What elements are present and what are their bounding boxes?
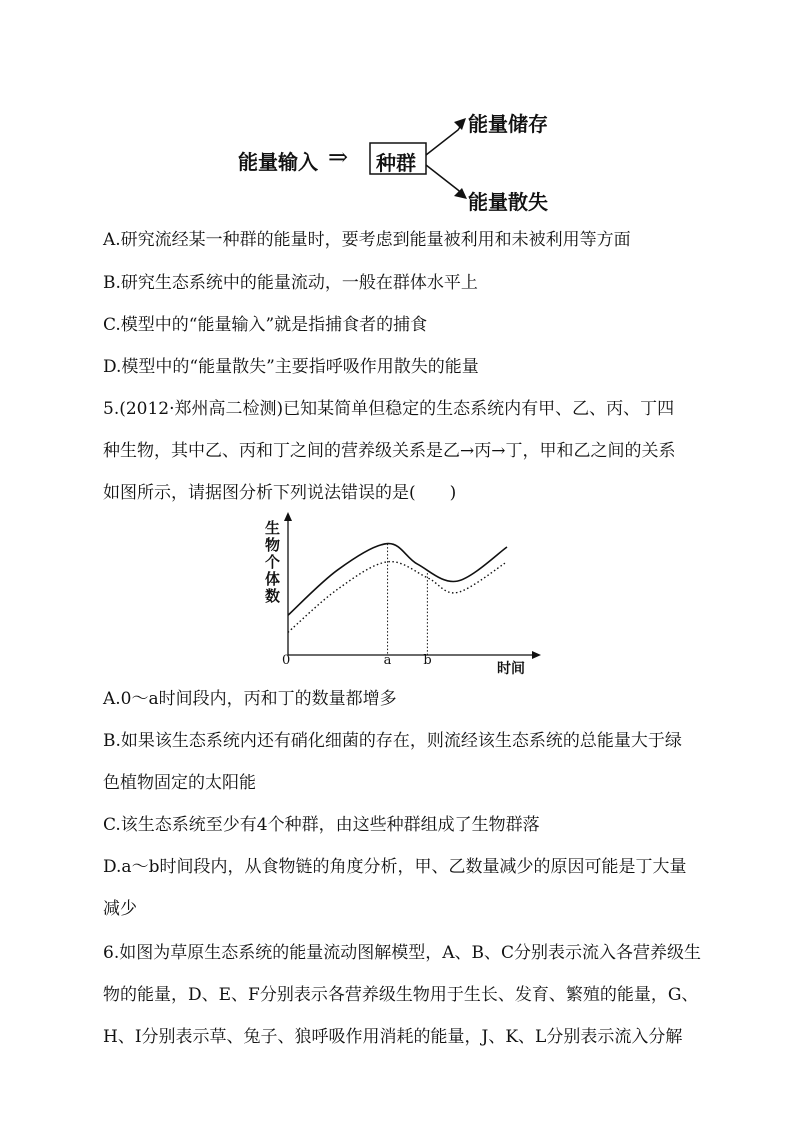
lower-branch-line — [426, 165, 462, 194]
energy-input-label: 能量输入 — [238, 150, 318, 174]
energy-flow-model-diagram — [230, 100, 600, 220]
q5-option-a: A.0～a时间段内，丙和丁的数量都增多 — [103, 689, 397, 709]
q4-option-c: C.模型中的“能量输入”就是指捕食者的捕食 — [103, 315, 428, 335]
lower-arrowhead — [454, 188, 467, 199]
population-label: 种群 — [376, 151, 416, 175]
series-line-1 — [288, 544, 507, 616]
q5-stem-line-3: 如图所示，请据图分析下列说法错误的是( ) — [103, 483, 457, 503]
energy-loss-label: 能量散失 — [468, 190, 548, 214]
q6-line-3: H、I分别表示草、兔子、狼呼吸作用消耗的能量，J、K、L分别表示流入分解 — [103, 1027, 683, 1047]
upper-branch-line — [426, 124, 462, 155]
q4-option-b: B.研究生态系统中的能量流动，一般在群体水平上 — [103, 273, 478, 293]
x-axis-label: 时间 — [497, 661, 525, 677]
q5-option-d-line-1: D.a～b时间段内，从食物链的角度分析，甲、乙数量减少的原因可能是丁大量 — [103, 857, 687, 877]
q5-option-c: C.该生态系统至少有4个种群，由这些种群组成了生物群落 — [103, 815, 540, 835]
q5-stem-line-1: 5.(2012·郑州高二检测)已知某简单但稳定的生态系统内有甲、乙、丙、丁四 — [103, 399, 675, 419]
x-tick-a: a — [383, 653, 392, 668]
x-axis-arrowhead — [532, 651, 541, 659]
q5-option-d-line-2: 减少 — [103, 899, 137, 919]
y-axis-arrowhead — [284, 512, 292, 521]
graph-canvas — [255, 510, 545, 680]
q6-line-2: 物的能量，D、E、F分别表示各营养级生物用于生长、发育、繁殖的能量，G、 — [103, 985, 699, 1005]
q4-option-d: D.模型中的“能量散失”主要指呼吸作用散失的能量 — [103, 357, 479, 377]
y-axis-label: 生物个体数 — [265, 519, 281, 605]
q4-option-a: A.研究流经某一种群的能量时，要考虑到能量被利用和未被利用等方面 — [103, 230, 631, 250]
double-arrow-icon: ⇒ — [328, 143, 349, 171]
q6-line-1: 6.如图为草原生态系统的能量流动图解模型，A、B、C分别表示流入各营养级生 — [103, 943, 701, 963]
energy-storage-label: 能量储存 — [468, 112, 548, 136]
x-tick-b: b — [423, 653, 432, 668]
x-tick-0: 0 — [282, 653, 291, 668]
q5-option-b-line-2: 色植物固定的太阳能 — [103, 773, 256, 793]
population-graph — [255, 510, 545, 680]
q5-option-b-line-1: B.如果该生态系统内还有硝化细菌的存在，则流经该生态系统的总能量大于绿 — [103, 731, 682, 751]
q5-stem-line-2: 种生物，其中乙、丙和丁之间的营养级关系是乙→丙→丁，甲和乙之间的关系 — [103, 441, 676, 461]
